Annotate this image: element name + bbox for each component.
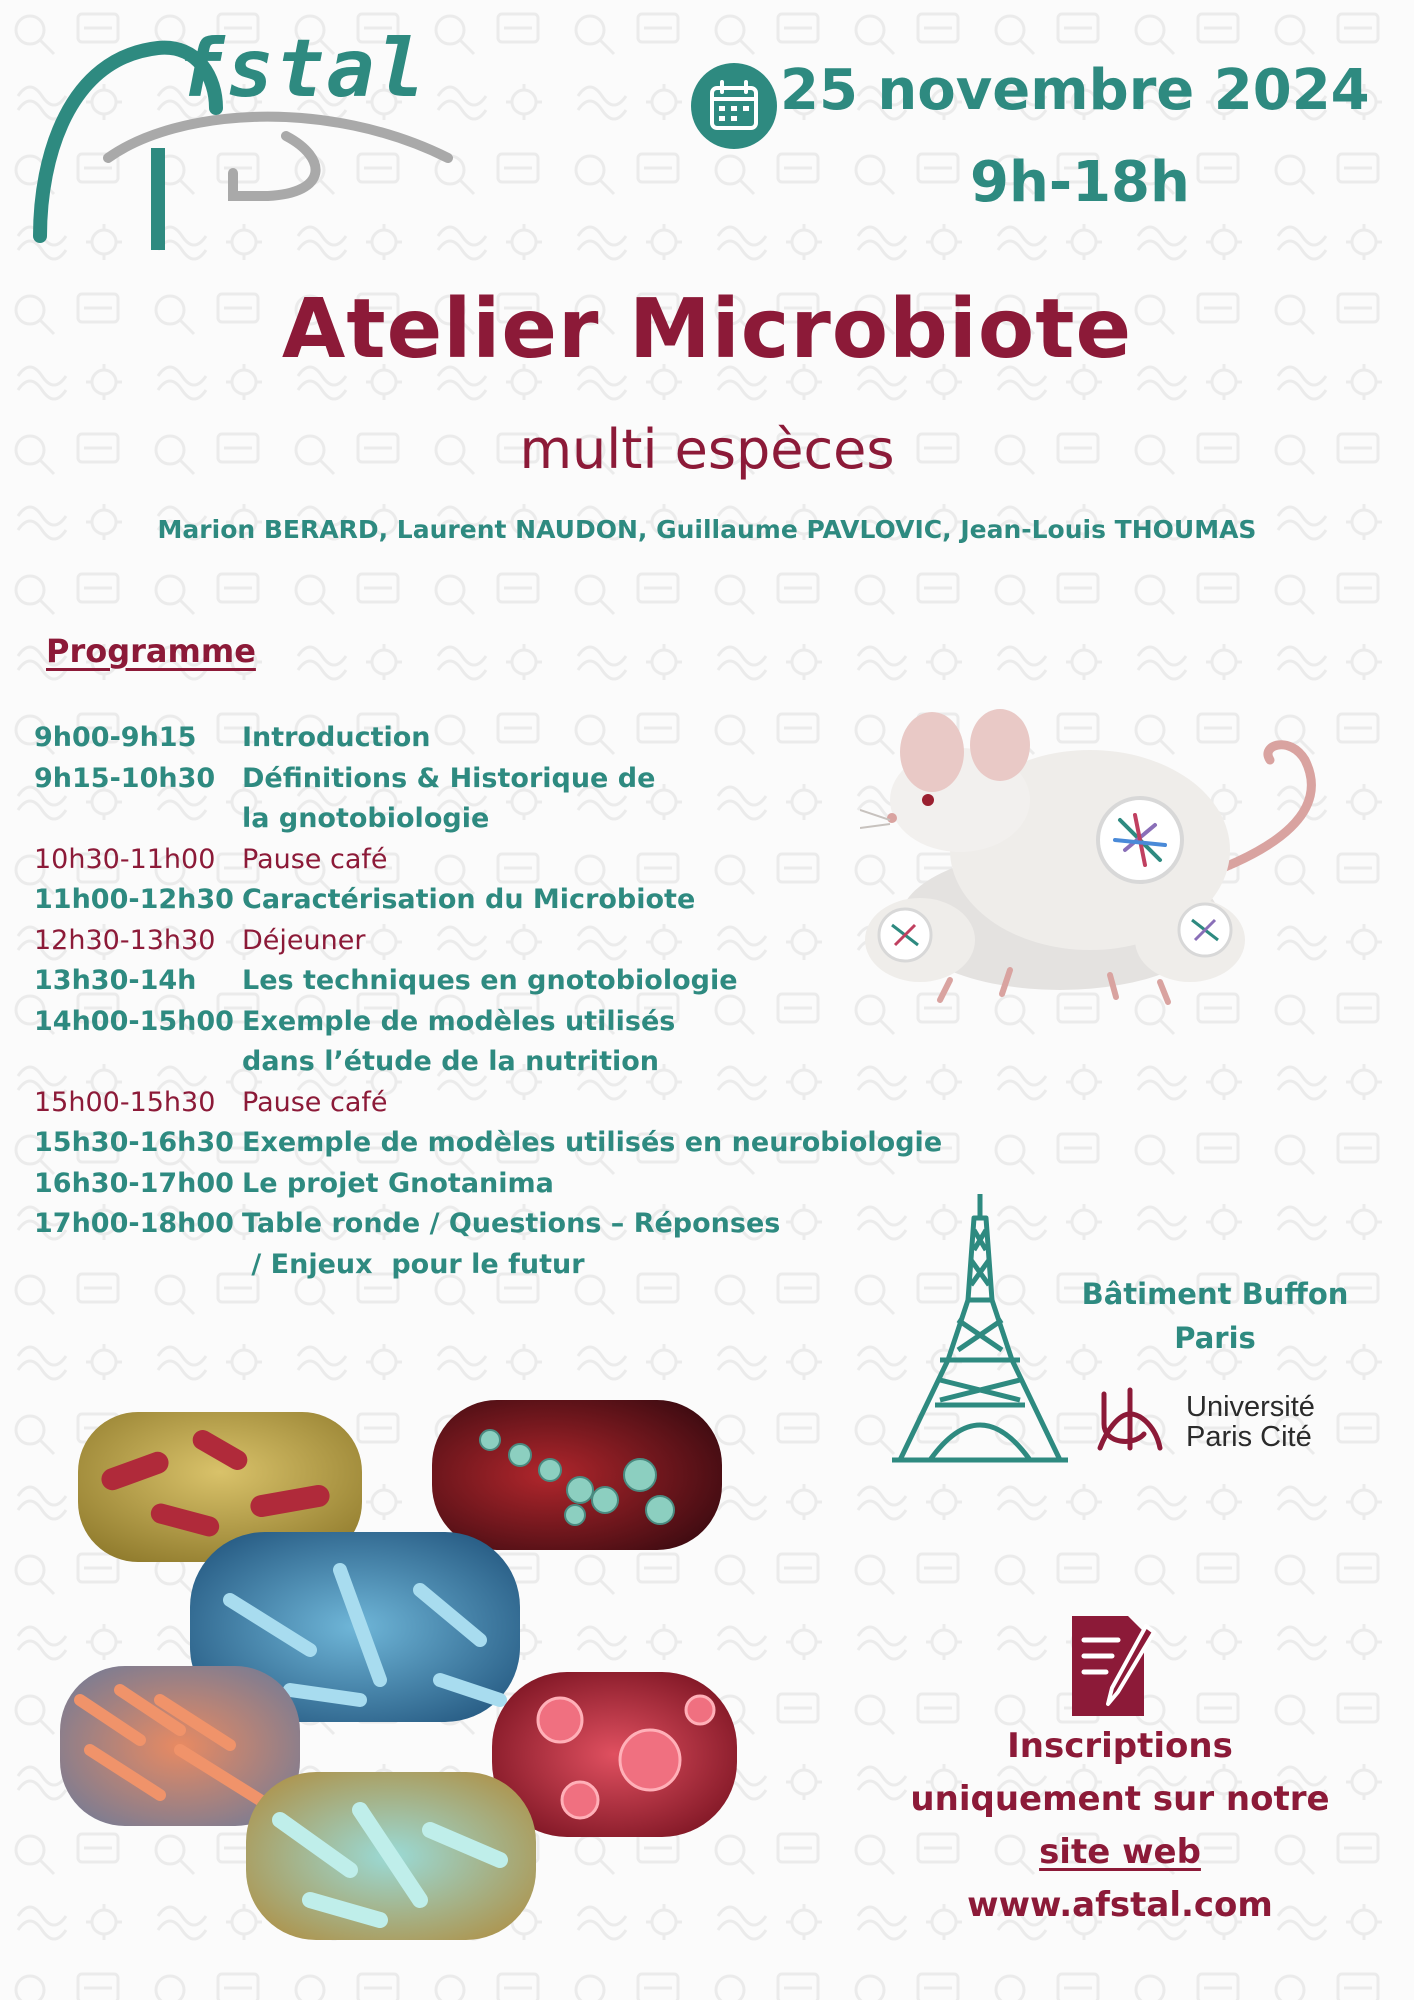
program-time: 16h30-17h00 <box>34 1167 234 1199</box>
program-time <box>34 1042 242 1083</box>
program-heading: Programme <box>46 632 256 670</box>
program-row <box>34 1204 914 1245</box>
program-row <box>34 1245 914 1286</box>
registration-line1: Inscriptions <box>1007 1726 1233 1766</box>
program-label: la gnotobiologie <box>242 803 490 834</box>
program-row <box>34 1123 943 1164</box>
venue-building: Bâtiment Buffon <box>1081 1277 1349 1311</box>
program-label: Exemple de modèles utilisés <box>242 1005 676 1037</box>
program-row <box>34 1042 914 1083</box>
program-row <box>34 1164 914 1205</box>
program-time: 15h00-15h30 <box>34 1086 216 1118</box>
registration-line2: uniquement sur notre <box>910 1779 1330 1819</box>
program-time <box>34 1245 242 1286</box>
venue <box>1060 1272 1370 1360</box>
calendar-icon <box>690 62 778 150</box>
university-line1: Université <box>1186 1391 1315 1423</box>
form-pen-icon <box>1068 1612 1160 1720</box>
logo-text: fstal <box>176 22 427 115</box>
program-row <box>34 921 914 962</box>
venue-city: Paris <box>1174 1321 1256 1355</box>
mouse-illustration <box>860 700 1340 1010</box>
program-label: Pause café <box>242 843 388 875</box>
event-date: 25 novembre 2024 <box>780 58 1370 123</box>
program-label: Introduction <box>242 722 431 753</box>
program-row <box>34 718 914 759</box>
program-time: 15h30-16h30 <box>34 1127 234 1158</box>
program-label: Exemple de modèles utilisés en neurobiologie <box>242 1127 943 1158</box>
eiffel-tower-icon <box>880 1190 1080 1470</box>
program-time: 11h00-12h30 <box>34 884 234 915</box>
page-subtitle: multi espèces <box>519 418 895 481</box>
program-row <box>34 1083 914 1124</box>
university-name <box>1186 1392 1315 1452</box>
program-time: 14h00-15h00 <box>34 1005 234 1037</box>
page-title: Atelier Microbiote <box>281 282 1133 377</box>
program-time: 13h30-14h <box>34 965 197 996</box>
program-label: dans l’étude de la nutrition <box>242 1046 659 1077</box>
universite-paris-cite-logo <box>1094 1384 1166 1454</box>
program-row <box>34 799 914 840</box>
program-row <box>34 759 914 800</box>
program-list <box>34 718 943 1285</box>
program-time: 10h30-11h00 <box>34 843 216 875</box>
program-label: / Enjeux pour le futur <box>242 1248 585 1280</box>
microbe-images <box>60 1400 760 1940</box>
program-row <box>34 1002 914 1043</box>
program-label: Les techniques en gnotobiologie <box>242 965 738 996</box>
site-web-link[interactable]: site web <box>1039 1832 1201 1872</box>
program-time <box>34 799 242 840</box>
program-row <box>34 880 914 921</box>
program-time: 12h30-13h30 <box>34 924 216 956</box>
event-time: 9h-18h <box>970 150 1190 215</box>
program-row <box>34 840 914 881</box>
program-time: 17h00-18h00 <box>34 1208 234 1239</box>
organizers: Marion BERARD, Laurent NAUDON, Guillaume PAVLOVIC, Jean-Louis THOUMAS <box>157 515 1257 544</box>
program-label: Pause café <box>242 1086 388 1118</box>
program-time: 9h00-9h15 <box>34 722 197 753</box>
program-label: Caractérisation du Microbiote <box>242 884 696 915</box>
program-label: Table ronde / Questions – Réponses <box>242 1208 781 1239</box>
university-line2: Paris Cité <box>1186 1421 1312 1453</box>
program-time: 9h15-10h30 <box>34 762 216 794</box>
registration-block <box>880 1720 1360 1932</box>
program-label: Définitions & Historique de <box>242 762 656 794</box>
website-url[interactable]: www.afstal.com <box>967 1885 1273 1925</box>
program-row <box>34 961 914 1002</box>
program-label: Déjeuner <box>242 924 366 956</box>
program-label: Le projet Gnotanima <box>242 1167 554 1199</box>
